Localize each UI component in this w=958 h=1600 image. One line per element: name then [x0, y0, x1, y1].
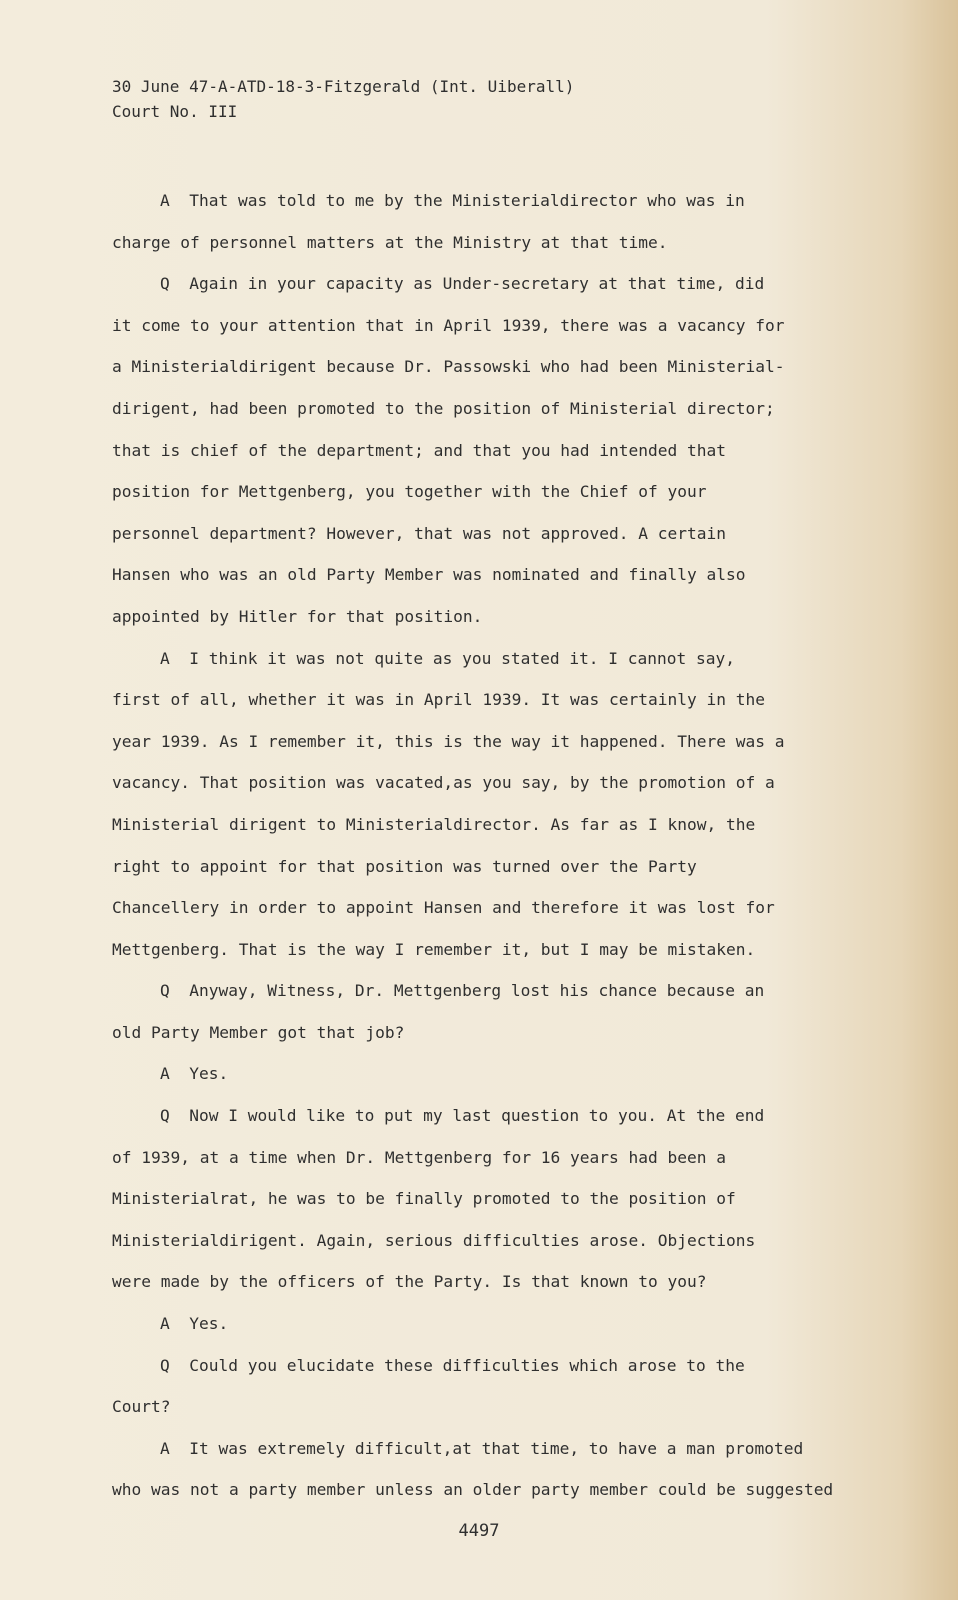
transcript-line: were made by the officers of the Party. Is that known to you? — [112, 1272, 707, 1292]
page-number: 4497 — [458, 1521, 500, 1541]
transcript-line: old Party Member got that job? — [112, 1022, 405, 1042]
transcript-line: A It was extremely difficult,at that time, to have a man promoted — [160, 1438, 804, 1458]
transcript-line: position for Mettgenberg, you together with the Chief of your — [112, 482, 707, 502]
transcript-line: personnel department? However, that was not approved. A certain — [112, 523, 726, 543]
transcript-line: A I think it was not quite as you stated it. I cannot say, — [160, 648, 735, 668]
transcript-line: Ministerialrat, he was to be finally promoted to the position of — [112, 1189, 736, 1209]
transcript-line: vacancy. That position was vacated,as you say, by the promotion of a — [112, 773, 775, 793]
header-court-line: Court No. III — [112, 102, 238, 121]
transcript-line: appointed by Hitler for that position. — [112, 606, 483, 626]
transcript-line: Ministerial dirigent to Ministerialdirector. As far as I know, the — [112, 814, 756, 834]
document-header — [112, 74, 574, 124]
transcript-line: a Ministerialdirigent because Dr. Passowski who had been Ministerial- — [112, 357, 785, 377]
transcript-line: Q Could you elucidate these difficulties which arose to the — [160, 1355, 745, 1375]
transcript-line: A That was told to me by the Ministerialdirector who was in — [160, 191, 745, 210]
transcript-line: it come to your attention that in April 1939, there was a vacancy for — [112, 315, 785, 335]
header-case-line: 30 June 47-A-ATD-18-3-Fitzgerald (Int. Uiberall) — [112, 77, 575, 96]
transcript-line: who was not a party member unless an older party member could be suggested — [112, 1480, 834, 1500]
transcript-line: Q Anyway, Witness, Dr. Mettgenberg lost his chance because an — [160, 981, 765, 1001]
transcript-line: Mettgenberg. That is the way I remember it, but I may be mistaken. — [112, 939, 756, 959]
transcript-line: year 1939. As I remember it, this is the way it happened. There was a — [112, 731, 785, 751]
transcript-line: Q Now I would like to put my last question to you. At the end — [160, 1106, 765, 1126]
transcript-line: Chancellery in order to appoint Hansen and therefore it was lost for — [112, 898, 775, 918]
transcript-line: of 1939, at a time when Dr. Mettgenberg for 16 years had been a — [112, 1147, 726, 1167]
transcript-line: Court? — [112, 1397, 171, 1417]
transcript-line: Hansen who was an old Party Member was nominated and finally also — [112, 565, 746, 585]
transcript-line: Q Again in your capacity as Under-secretary at that time, did — [160, 274, 765, 294]
transcript-line: A Yes. — [160, 1314, 229, 1334]
transcript-line: right to appoint for that position was turned over the Party — [112, 856, 697, 876]
transcript-line: Ministerialdirigent. Again, serious difficulties arose. Objections — [112, 1230, 756, 1250]
transcript-line: that is chief of the department; and that you had intended that — [112, 440, 726, 460]
transcript-line: first of all, whether it was in April 1939. It was certainly in the — [112, 690, 765, 710]
transcript-body — [112, 180, 892, 1511]
transcript-line: dirigent, had been promoted to the position of Ministerial director; — [112, 398, 775, 418]
transcript-line: A Yes. — [160, 1064, 229, 1084]
transcript-line: charge of personnel matters at the Ministry at that time. — [112, 232, 668, 252]
